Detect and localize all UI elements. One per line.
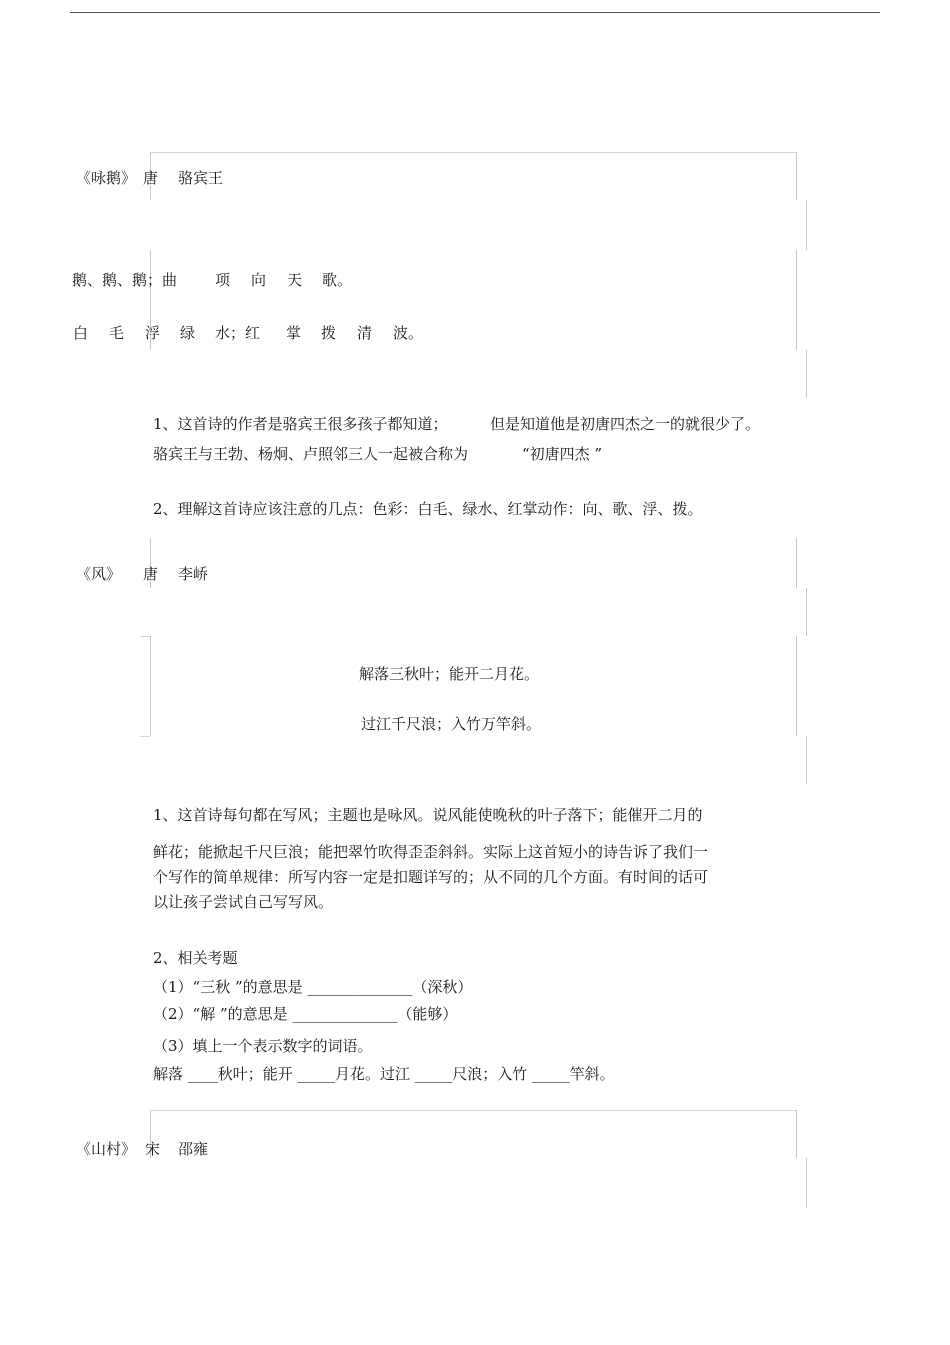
frame-line (796, 250, 797, 350)
poem2-author: 李峤 (178, 565, 209, 583)
poem1-line1-part5: 歌。 (322, 271, 353, 289)
poem1-note1-c: 骆宾王与王勃、杨炯、卢照邻三人一起被合称为 (153, 445, 469, 463)
poem1-note1-a: 1、这首诗的作者是骆宾王很多孩子都知道； (153, 415, 448, 433)
poem2-line2: 过江千尺浪；入竹万竿斜。 (361, 715, 542, 733)
poem2-note1-line1: 1、这首诗每句都在写风；主题也是咏风。说风能使晚秋的叶子落下；能催开二月的 (153, 806, 703, 824)
poem1-line2-part9: 波。 (393, 324, 424, 342)
poem1-line2-part7: 拨 (321, 324, 337, 342)
poem1-note1-b: 但是知道他是初唐四杰之一的就很少了。 (490, 415, 761, 433)
poem1-note2: 2、理解这首诗应该注意的几点：色彩：白毛、绿水、红掌动作：向、歌、浮、拨。 (153, 500, 703, 518)
frame-line (806, 200, 807, 250)
poem1-dynasty: 唐 (143, 169, 159, 187)
poem1-line1-part3: 向 (251, 271, 267, 289)
poem1-line2-part5: 水；红 (215, 324, 261, 342)
frame-line (150, 152, 796, 153)
poem1-line2-part6: 掌 (286, 324, 302, 342)
poem1-line2-part2: 毛 (109, 324, 125, 342)
frame-line (150, 636, 151, 736)
poem2-dynasty: 唐 (143, 565, 159, 583)
poem2-note1-line4: 以让孩子尝试自己写写风。 (153, 893, 334, 911)
poem1-line1-part1: 鹅、鹅、鹅；曲 (72, 271, 178, 289)
poem1-line2-part3: 浮 (145, 324, 161, 342)
header-rule (70, 12, 880, 13)
poem2-title: 《风》 (76, 565, 122, 583)
frame-line (796, 636, 797, 736)
frame-line (806, 588, 807, 636)
poem2-note1-line2: 鲜花；能掀起千尺巨浪；能把翠竹吹得歪歪斜斜。实际上这首短小的诗告诉了我们一 (153, 843, 709, 861)
frame-line (150, 1110, 796, 1111)
frame-line (806, 736, 807, 784)
poem1-author: 骆宾王 (178, 169, 224, 187)
poem3-author: 邵雍 (178, 1140, 209, 1158)
frame-line (806, 350, 807, 398)
poem2-line1: 解落三秋叶；能开二月花。 (359, 665, 540, 683)
frame-line (140, 636, 150, 637)
poem2-question3: （3）填上一个表示数字的词语。 (153, 1037, 373, 1055)
poem1-title: 《咏鹅》 (76, 169, 137, 187)
poem2-question2: （2）“解 ”的意思是 ______________（能够） (153, 1005, 458, 1023)
poem3-title: 《山村》 (76, 1140, 137, 1158)
frame-line (796, 538, 797, 588)
poem1-note1-d: “初唐四杰 ” (522, 445, 603, 463)
poem1-line2-part4: 绿 (180, 324, 196, 342)
poem3-dynasty: 宋 (145, 1140, 161, 1158)
frame-line (796, 152, 797, 200)
poem2-question3-fill: 解落 ____秋叶；能开 _____月花。过江 _____尺浪；入竹 _____竿斜。 (153, 1065, 615, 1083)
poem2-question1: （1）“三秋 ”的意思是 ______________（深秋） (153, 978, 473, 996)
frame-line (806, 1158, 807, 1208)
frame-line (140, 736, 150, 737)
poem1-line2-part8: 清 (357, 324, 373, 342)
poem1-line2-part1: 白 (73, 324, 89, 342)
frame-line (796, 1110, 797, 1158)
poem2-exam-heading: 2、相关考题 (153, 949, 238, 967)
poem2-note1-line3: 个写作的简单规律：所写内容一定是扣题详写的；从不同的几个方面。有时间的话可 (153, 868, 709, 886)
poem1-line1-part2: 项 (215, 271, 231, 289)
poem1-line1-part4: 天 (287, 271, 303, 289)
